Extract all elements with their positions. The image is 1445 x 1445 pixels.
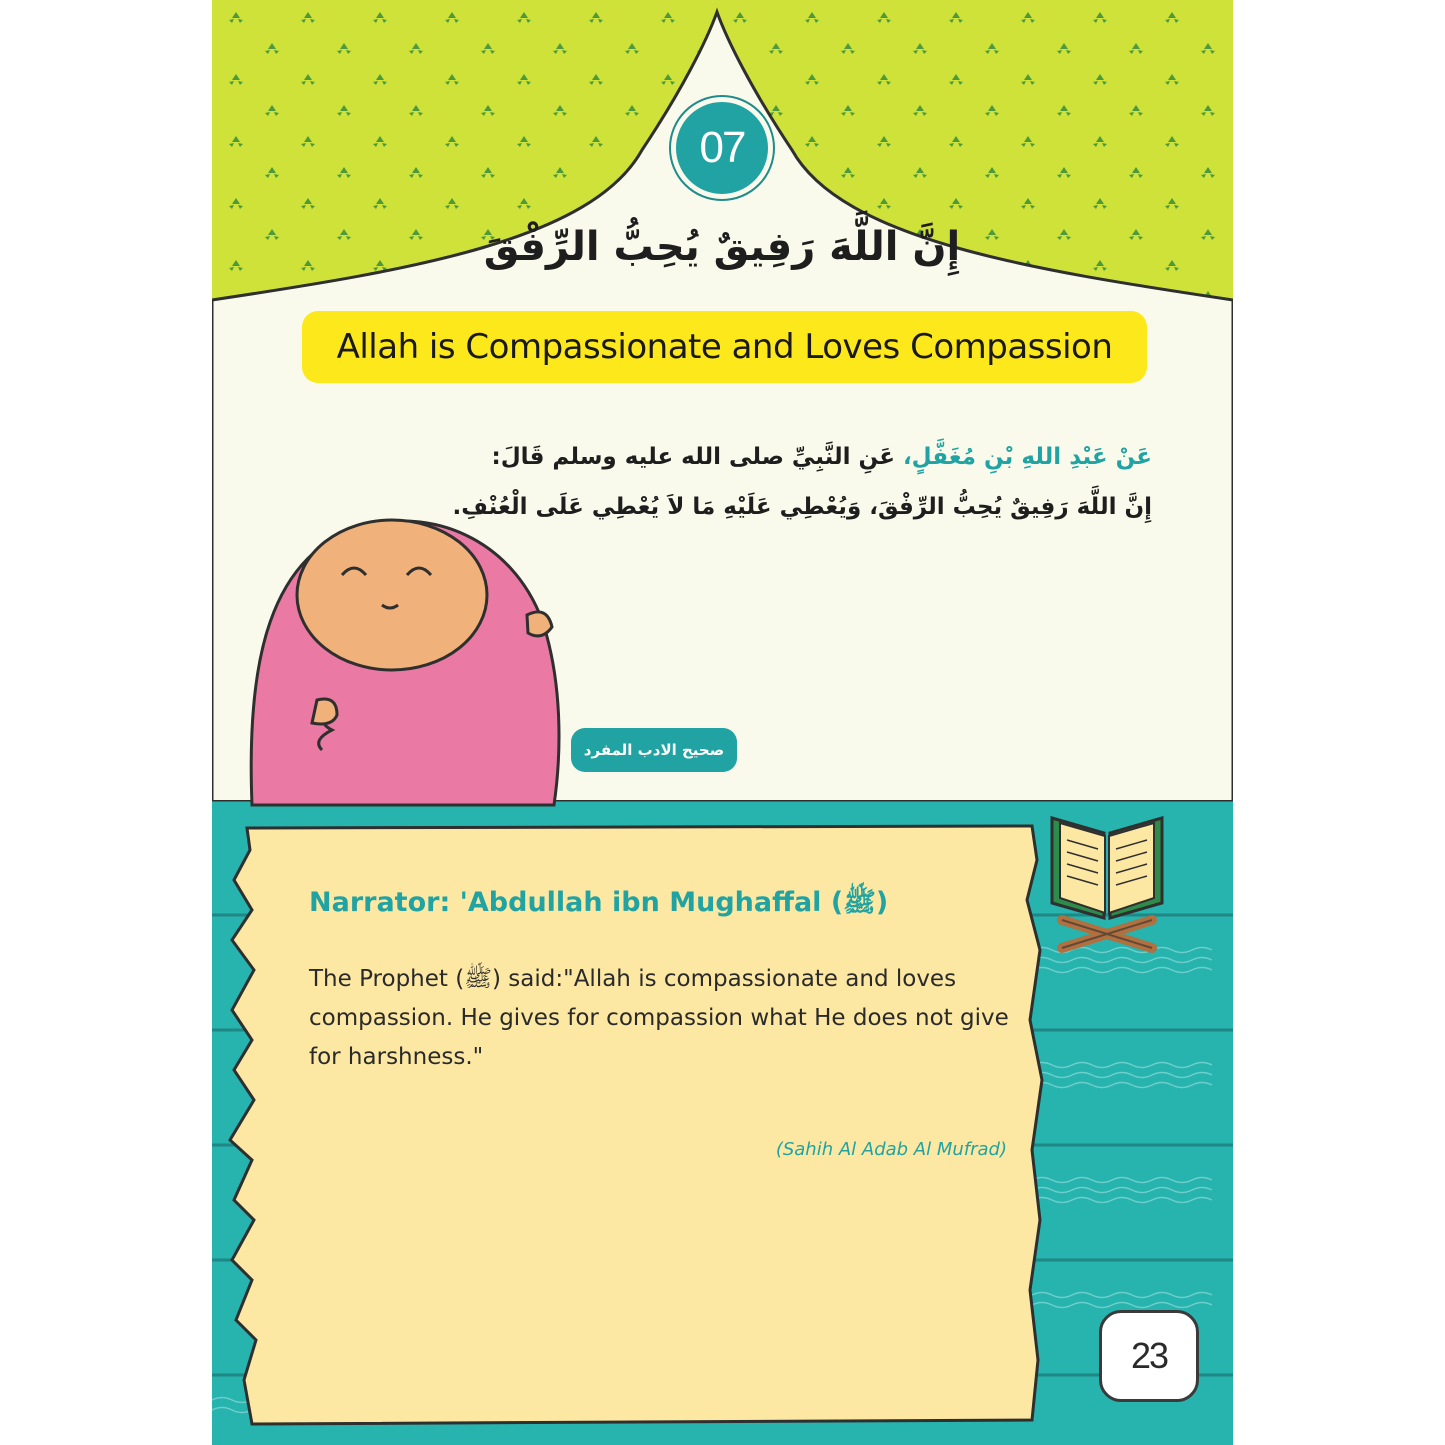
page-number-box [1099, 1310, 1199, 1402]
arabic-title: إِنَّ اللَّهَ رَفِيقٌ يُحِبُّ الرِّفْقَ [483, 224, 961, 270]
hadith-arabic-line-2: إِنَّ اللَّهَ رَفِيقٌ يُحِبُّ الرِّفْقَ، وَيُعْطِي عَلَيْهِ مَا لاَ يُعْطِي عَلَى الْعُنْفِ. [452, 494, 1152, 520]
chapter-number-badge [671, 97, 773, 199]
chapter-number: 07 [699, 123, 745, 172]
hadith-reference: (Sahih Al Adab Al Mufrad) [775, 1139, 1007, 1160]
english-title: Allah is Compassionate and Loves Compassion [336, 327, 1113, 367]
book-page [212, 0, 1233, 1445]
hadith-english: The Prophet (ﷺ) said:"Allah is compassionate and loves compassion. He gives for compassion what He does not give for harshness." [309, 966, 1009, 1070]
arabic-source-badge [571, 728, 737, 772]
girl-illustration [242, 500, 572, 820]
hadith-arabic-narrator: عَنْ عَبْدِ اللهِ بْنِ مُغَفَّلٍ، [902, 444, 1152, 470]
hadith-arabic-intro: عَنِ النَّبِيِّ صلى الله عليه وسلم قَالَ: [491, 444, 903, 470]
hadith-arabic-line-1 [452, 432, 1152, 482]
narrator-heading: Narrator: 'Abdullah ibn Mughaffal (ﷺ) [309, 887, 889, 918]
quran-book-icon [1032, 808, 1182, 958]
page-number: 23 [1130, 1335, 1168, 1376]
arabic-source-label: صحيح الادب المفرد [583, 741, 725, 759]
english-title-banner [302, 311, 1147, 383]
